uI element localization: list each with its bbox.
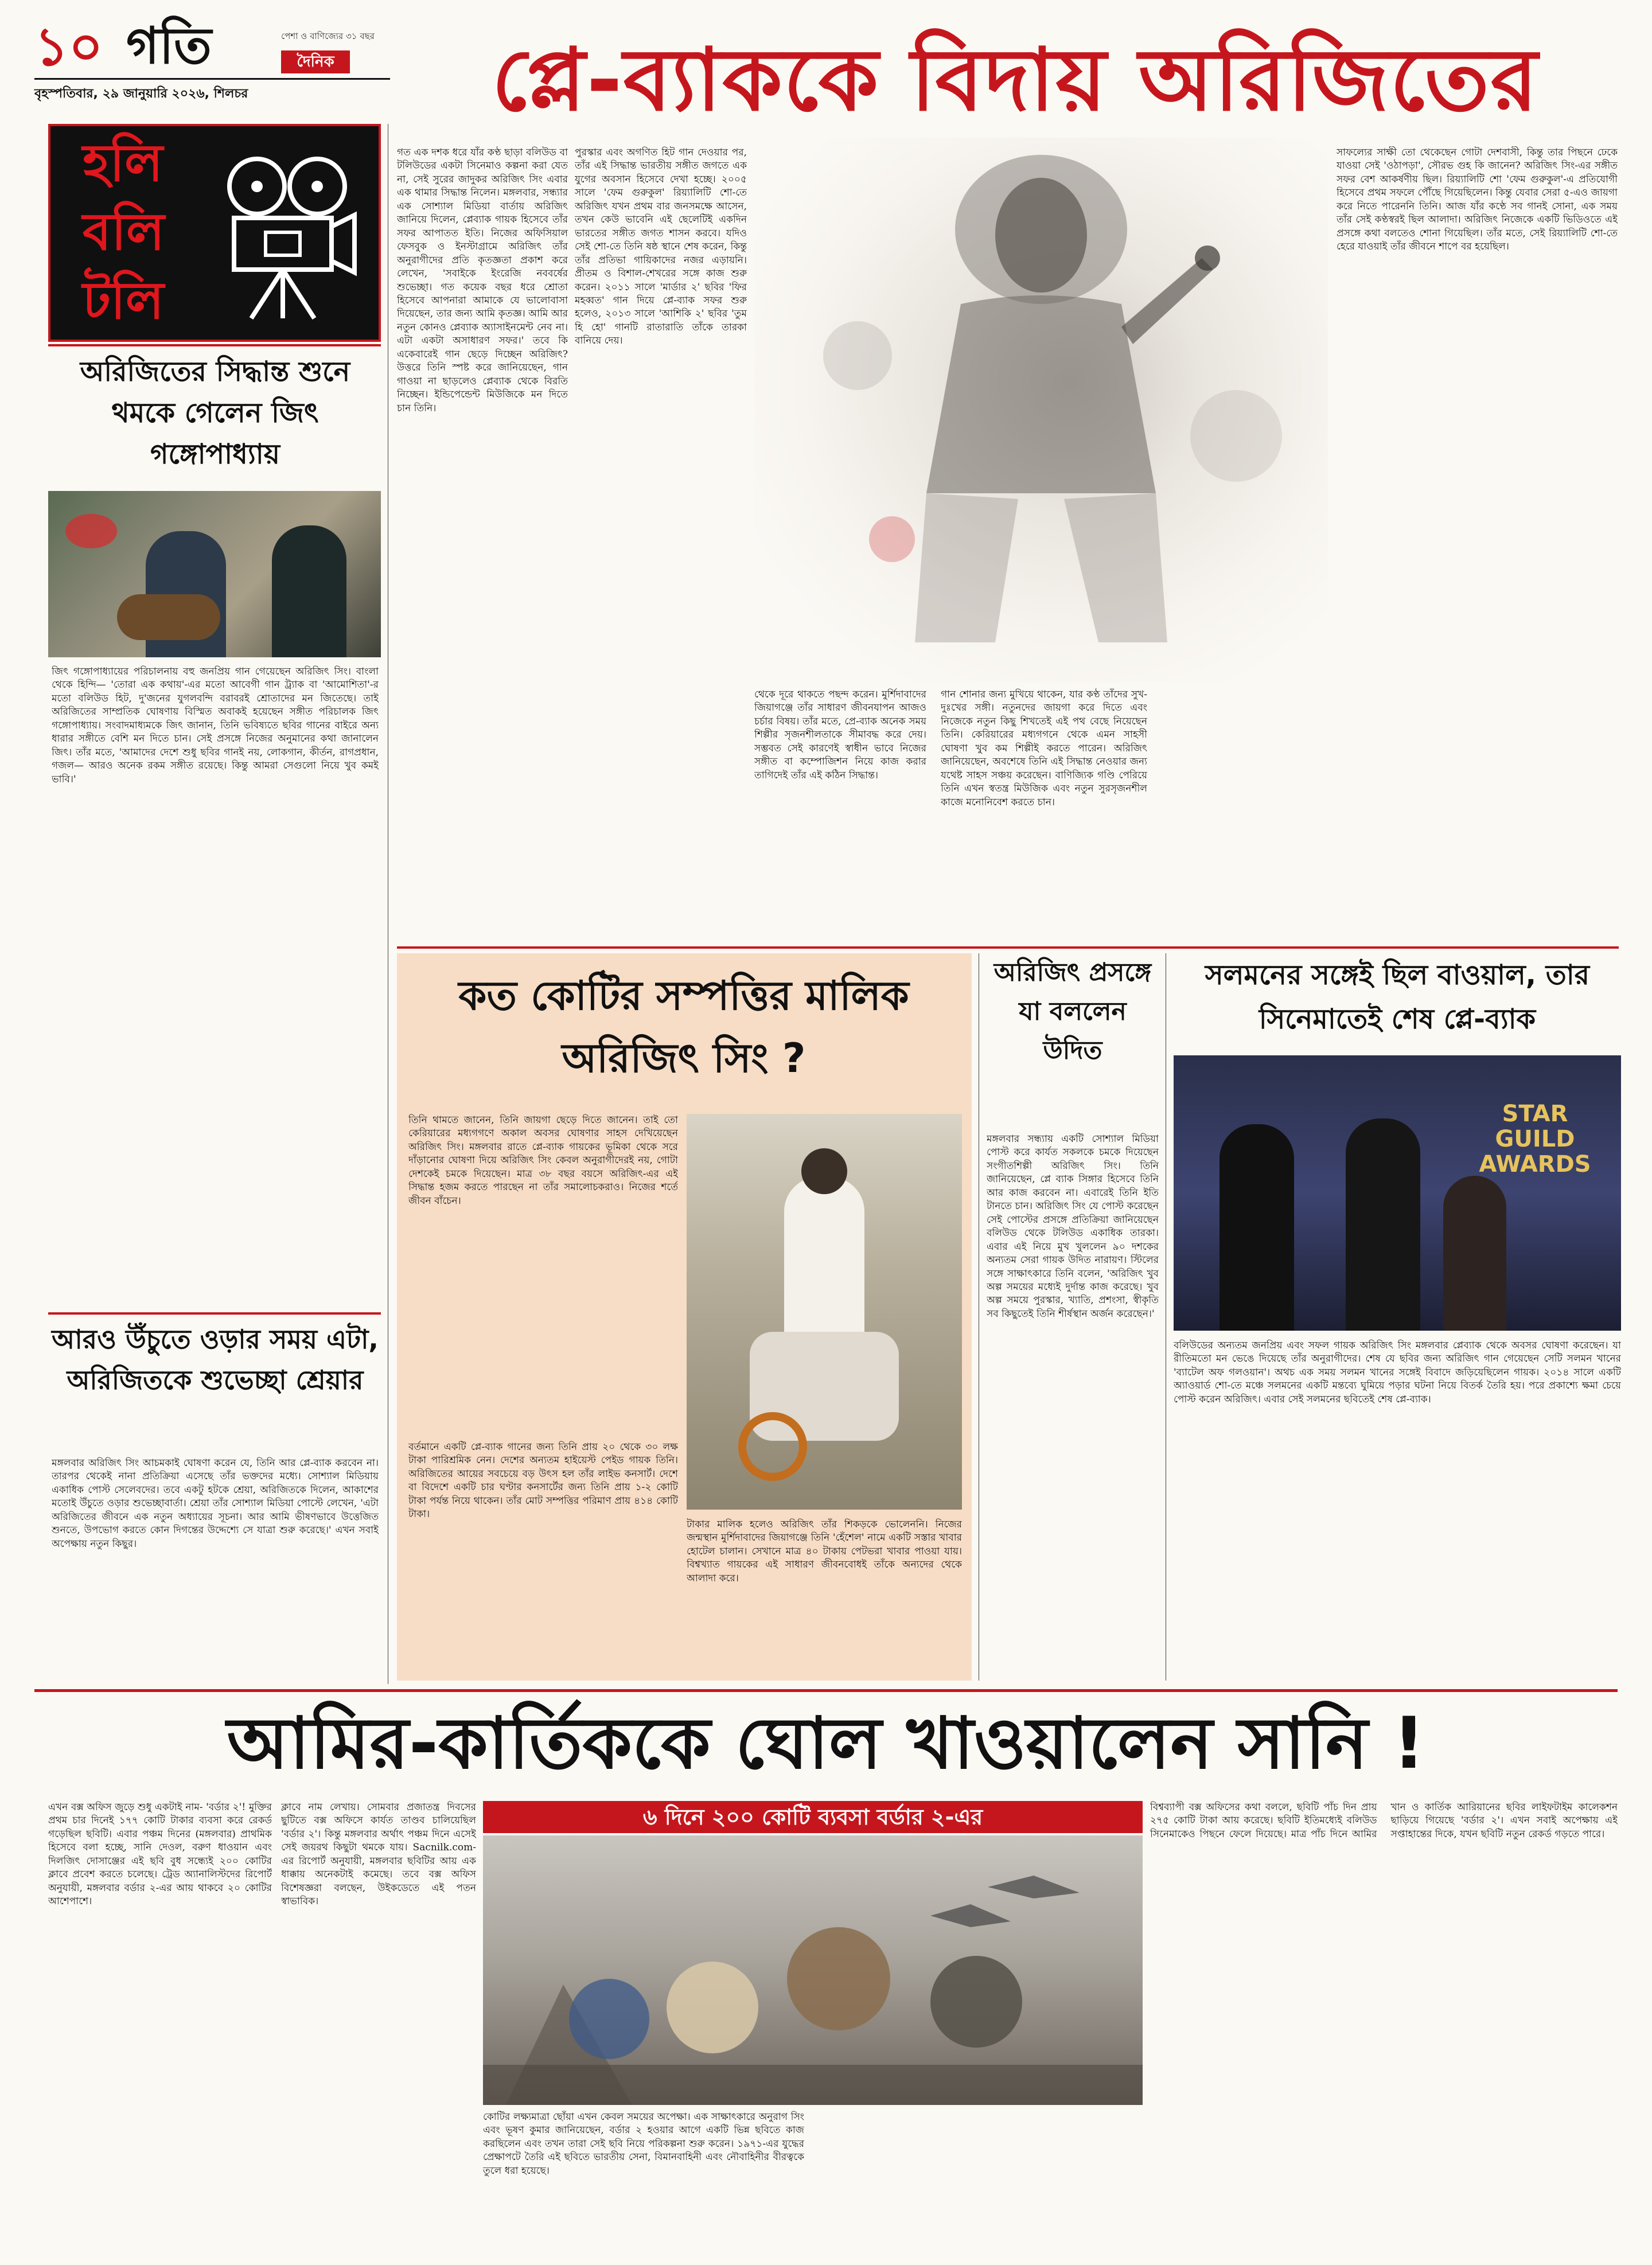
jeet-story-body: জিৎ গঙ্গোপাধ্যায়ের পরিচালনায় বহু জনপ্রিয় গান গেয়েছেন অরিজিৎ সিং। বাংলা থেকে হিন্দি— 'তোরা এক কথায়'-এর মতো আবেগী গান ট্র্যাক বা 'আমোশিতা'-র মতো বলিউড হিট, দু'জনের যুগলবন্দি বরাবরই শ্রোতাদের মন জিতেছে। তাই অরিজিতের সাম্প্রতিক ঘোষণায় বিস্মিত অবাকই হয়েছেন সঙ্গীত পরিচালক জিৎ গঙ্গোপাধ্যায়। সংবাদমাধ্যমকে জিৎ জানান, তিনি ভবিষ্যতে ছবির গানের বাইরে অন্য ধারার সঙ্গীতে বেশি মন দিতে চান। সেই প্রসঙ্গে নিজের অনুমানের কথা জানালেন জিৎ। তাঁর মতে, 'আমাদের দেশে শুধু ছবির গানই নয়, লোকগান, কীর্তন, রাগপ্রধান, গজল— আরও অনেক রকম সঙ্গীত রয়েছে। কিন্তু আমরা সেগুলো নিয়ে খুব কমই ভাবি।' [52,666,379,785]
wealth-box [397,953,972,1681]
divider [48,1312,381,1315]
dateline: বৃহস্পতিবার, ২৯ জানুয়ারি ২০২৬, শিলচর [34,87,248,101]
salman-headline: সলমনের সঙ্গেই ছিল বাওয়াল, তার সিনেমাতেই শেষ প্লে-ব্যাক [1205,959,1590,1035]
person-silhouette [1443,1176,1506,1331]
masthead-rule [34,78,390,80]
guitar-shape [117,594,220,640]
shreya-story-body: মঙ্গলবার অরিজিৎ সিং আচমকাই ঘোষণা করেন যে, তিনি আর প্লে-ব্যাক করবেন না। তারপর থেকেই নানা প্রতিক্রিয়া এসেছে তাঁর ভক্তদের মধ্যে। সোশ্যাল মিডিয়ায় একাধিক পোস্ট সেলেবদের। তবে একটু হটকে শ্রেয়া, অরিজিতকে দিলেন, আকাশের মতোই উঁচুতে ওড়ার শুভেচ্ছাবার্তা। শ্রেয়া তাঁর সোশ্যাল মিডিয়া পোস্টে লেখেন, 'এটা অরিজিতের জীবনে এক নতুন অধ্যায়ের সূচনা। আর আমি ভীষণভাবে উত্তেজিত শুনতে, উপভোগ করতে কোন দিগন্তের উদ্দেশ্যে সে যাত্রা শুরু করেছে।' এখন সবাই অপেক্ষায় নতুন কিছুর। [52,1457,379,1550]
section-logo-line1: হলি [83,133,163,193]
main-headline: প্লে-ব্যাককে বিদায় অরিজিতের [492,30,1539,130]
person-silhouette [272,525,346,657]
salman-arijit-photo [1174,1055,1621,1331]
udit-body: মঙ্গলবার সন্ধ্যায় একটি সোশ্যাল মিডিয়া পোস্ট করে কার্যত সকলকে চমকে দিয়েছেন সংগীতশিল্পী অরিজিৎ সিং। তিনি জানিয়েছেন, প্লে ব্যাক সিঙ্গার হিসেবে তিনি আর কাজ করবেন না। এবারেই তিনি ইতি টানতে চান। অরিজিৎ সিং যে পোস্ট করেছেন সেই পোস্টের প্রসঙ্গে প্রতিক্রিয়া জানিয়েছেন বলিউড থেকে টলিউড একাধিক তারকা। এবার এই নিয়ে মুখ খুললেন ৯০ দশকের অন্যতম সেরা গায়ক উদিত নারায়ণ। স্টিলের সঙ্গে সাক্ষাৎকারে তিনি বলেন, 'অরিজিৎ খুব অল্প সময়ের মধ্যেই দুর্দান্ত কাজ করেছে। খুব অল্প সময়ে পুরস্কার, খ্যাতি, প্রশংসা, স্বীকৃতি সব কিছুতেই তিনি শীর্ষস্থান অর্জন করেছেন।' [987,1133,1159,1320]
arijit-singer-artwork [754,138,1328,683]
border-2-poster [483,1835,1143,2105]
wealth-body-bottom: বর্তমানে একটি প্লে-ব্যাক গানের জন্য তিনি প্রায় ২০ থেকে ৩০ লক্ষ টাকা পারিশ্রমিক নেন। দেশের অন্যতম হাইয়েস্ট পেইড গায়ক তিনি। অরিজিতের আয়ের সবচেয়ে বড় উৎস হল তাঁর লাইভ কনসার্ট। দেশে বা বিদেশে একটি চার ঘণ্টার কনসার্টের জন্য তিনি প্রায় ১-২ কোটি টাকা পর্যন্ত নিয়ে থাকেন। তাঁর মোট সম্পত্তির পরিমাণ প্রায় ৪১৪ কোটি টাকা। [408,1441,678,1521]
paper-name: গতি [126,16,212,75]
masthead [34,16,390,107]
head-shape [801,1148,847,1194]
jeet-story-headline: অরিজিতের সিদ্ধান্ত শুনে থমকে গেলেন জিৎ গঙ্গোপাধ্যায় [80,356,350,470]
border-col4: বিশ্বব্যাপী বক্স অফিসের কথা বললে, ছবিটি পাঁচ দিন প্রায় ২৭৫ কোটি টাকা আয় করেছে। ছবিটি ইতিমধ্যেই বলিউড সিনেমাকেও পিছনে ফেলে দিয়েছে। মাত্র পাঁচ দিনে আমির খান ও কার্তিক আরিয়ানের ছবির লাইফটাইম কালেকশন ছাড়িয়ে গিয়েছে 'বর্ডার ২'। এখন সবাই অপেক্ষায় এই সপ্তাহান্তের দিকে, যখন ছবিটি নতুন রেকর্ড গড়তে পারে। [1150,1802,1618,1840]
main-story-col2: পুরস্কার এবং অগণিত হিট গান দেওয়ার পর, তাঁর এই সিদ্ধান্ত ভারতীয় সঙ্গীত জগতে এক যুগের অবসান হিসেবে দেখা হচ্ছে। ২০০৫ সালে 'ফেম গুরুকুল' রিয়্যালিটি শো-তে অরিজিৎ যখন প্রথম বার জনসমক্ষে আসেন, তখন কেউ ভাবেনি এই ছেলেটিই একদিন ভারতের সঙ্গীত জগত শাসন করবে। যদিও সেই শো-তে তিনি ষষ্ঠ স্থানে শেষ করেন, কিন্তু তাঁর প্রতিভা গায়িকাদের নজর এড়ায়নি। প্রীতম ও বিশাল-শেখরের সঙ্গে কাজ শুরু করেন। ২০১১ সালে 'মার্ডার ২' ছবির 'ফির মহব্বত' গান দিয়ে প্লে-ব্যাক সফর শুরু হলেও, ২০১৩ সালে 'আশিকি ২' ছবির 'তুম হি হো' গানটি রাতারাতি তাঁকে তারকা বানিয়ে দেয়। [575,147,747,347]
main-story-col4: গান শোনার জন্য মুখিয়ে থাকেন, যার কণ্ঠ তাঁদের সুখ-দুঃখের সঙ্গী। নতুনদের জায়গা করে দিতে এবং নিজেকে নতুন কিছু শিখতেই এই পথ বেছে নিয়েছেন তিনি। কেরিয়ারের মধ্যগগনে থেকে এমন সাহসী ঘোষণা খুব কম শিল্পীই করতে পারেন। অরিজিৎ জানিয়েছেন, অবশেষে তিনি এই সিদ্ধান্ত নেওয়ার জন্য যথেষ্ট সাহস সঞ্চয় করেছেন। বাণিজ্যিক গণ্ডি পেরিয়ে তিনি এখন স্বতন্ত্র মিউজিক এবং নতুন সুরসৃজনশীল কাজে মনোনিবেশ করতে চান। [941,689,1147,808]
border-col1: এখন বক্স অফিস জুড়ে শুধু একটাই নাম- 'বর্ডার ২'! মুক্তির প্রথম চার দিনেই ১৭৭ কোটি টাকার ব্যবসা করে রেকর্ড গড়েছিল ছবিটি। এবার পঞ্চম দিনের (মঙ্গলবার) প্রাথমিক হিসেবে বলা হচ্ছে, সানি দেওল, বরুণ ধাওয়ান এবং দিলজিৎ দোসাঞ্জের এই ছবি বুধ সন্ধ্যেই ২০০ কোটির ক্লাবে প্রবেশ করতে চলেছে। ট্রেড অ্যানালিস্টদের রিপোর্ট অনুযায়ী, মঙ্গলবার বর্ডার ২-এর আয় থাকবে ২০ কোটির আশেপাশে। [48,1802,272,1908]
section-divider [34,1689,1618,1692]
splash-artwork [754,138,1328,683]
salman-body: বলিউডের অন্যতম জনপ্রিয় এবং সফল গায়ক অরিজিৎ সিং মঙ্গলবার প্লেব্যাক থেকে অবসর ঘোষণা করেছেন। যা রীতিমতো মন ভেঙে দিয়েছে তাঁর অনুরাগীদের। শেষ যে ছবির জন্য অরিজিৎ গান গেয়েছেন সেটি সলমন খানের 'ব্যাটেল অফ গলওয়ান'। অথচ এক সময় সলমন খানের সঙ্গেই বিবাদে জড়িয়েছিলেন গায়ক। ২০১৪ সালে একটি অ্যাওয়ার্ড শো-তে মঞ্চে সলমনের একটি মন্তব্যে ঘুমিয়ে পড়ার ঘটনা নিয়ে বিতর্ক তৈরি হয়। পরে প্রকাশ্যে ক্ষমা চেয়ে পোস্ট করেন অরিজিৎ। এবার সেই সলমনের ছবিতেই শেষ প্লে-ব্যাক। [1174,1340,1621,1405]
person-silhouette [1346,1118,1420,1331]
person-silhouette [1219,1124,1294,1331]
main-story-col1: গত এক দশক ধরে যাঁর কণ্ঠ ছাড়া বলিউড বা টলিউডের একটা সিনেমাও কল্পনা করা যেত না, সেই সুরের জাদুকর অরিজিৎ সিং এবার এক থামার সিদ্ধান্ত নিলেন। মঙ্গলবার, সন্ধ্যার এক সোশ্যাল মিডিয়া বার্তায় অরিজিৎ জানিয়ে দিলেন, প্লেব্যাক গায়ক হিসেবে তাঁর সফর আপাতত ইতি। নিজের অফিসিয়াল ফেসবুক ও ইনস্টাগ্রামে অরিজিৎ তাঁর অনুরাগীদের প্রতি কৃতজ্ঞতা প্রকাশ করে লেখেন, 'সবাইকে ইংরেজি নববর্ষের শুভেচ্ছা। গত কয়েক বছর ধরে শ্রোতা হিসেবে আপনারা আমাকে যে ভালোবাসা দিয়েছেন, তার জন্য আমি কৃতজ্ঞ। আমি আর নতুন কোনও প্লেব্যাক অ্যাসাইনমেন্ট নেব না। এটা একটা অসাধারণ সফর।' তবে কি একেবারেই গান ছেড়ে দিচ্ছেন অরিজিৎ? উত্তরে তিনি স্পষ্ট করে জানিয়েছেন, গান গাওয়া না ছাড়লেও প্লেব্যাক থেকে বিরতি নিচ্ছেন। ইন্ডিপেন্ডেন্ট মিউজিকে মন দিতে চান তিনি। [397,147,568,414]
page-number: ১০ [34,16,103,77]
arijit-scooter-photo [687,1114,962,1510]
masthead-tagline: পেশা ও বাণিজ্যের ৩১ বছর [281,31,375,41]
poster-art [483,1835,1143,2105]
border-col2: ক্লাবে নাম লেখায়। সোমবার প্রজাতন্ত্র দিবসের ছুটিতে বক্স অফিসে কার্যত তাণ্ডব চালিয়েছিল 'বর্ডার ২'। কিন্তু মঙ্গলবার অর্থাৎ পঞ্চম দিনে এসেই সেই জয়রথ কিছুটা থমকে যায়। Sacnilk.com-এর রিপোর্ট অনুযায়ী, মঙ্গলবার ছবিটির আয় এক ধাক্কায় অনেকটাই কমেছে। তবে বক্স অফিস বিশেষজ্ঞরা বলছেন, উইকডেতে এই পতন স্বাভাবিক। [281,1802,476,1908]
wealth-body-right: টাকার মালিক হলেও অরিজিৎ তাঁর শিকড়কে ভোলেননি। নিজের জন্মস্থান মুর্শিদাবাদের জিয়াগঞ্জে তিনি 'হেঁশেল' নামে একটি সস্তার খাবার হোটেল চালান। সেখানে মাত্র ৪০ টাকায় পেটভরা খাবার পাওয়া যায়। বিশ্বখ্যাত গায়কের এই সাধারণ জীবনবোধই তাঁকে অন্যদের থেকে আলাদা করে। [687,1519,962,1584]
main-story-col3: থেকে দূরে থাকতে পছন্দ করেন। মুর্শিদাবাদের জিয়াগঞ্জে তাঁর সাধারণ জীবনযাপন আজও চর্চার বিষয়। তাঁর মতে, প্রে-ব্যাক অনেক সময় শিল্পীর সৃজনশীলতাকে সীমাবদ্ধ করে দেয়। সম্ভবত সেই কারণেই স্বাধীন ভাবে নিজের সঙ্গীত বা কম্পোজিশন নিয়ে কাজ করার তাগিদেই তাঁর এই কঠিন সিদ্ধান্ত। [754,689,926,781]
section-logo [48,124,381,342]
stage-sign: STAR GUILD AWARDS [1479,1101,1591,1178]
person-silhouette [784,1177,864,1349]
divider [48,344,381,346]
wealth-body-top: তিনি থামতে জানেন, তিনি জায়গা ছেড়ে দিতে জানেন। তাই তো কেরিয়ারের মধ্যগগণে অকাল অবসর ঘোষণার সাহস দেখিয়েছেন অরিজিৎ সিং। মঙ্গলবার রাতে প্লে-ব্যাক গায়কের ভূমিকা থেকে সরে দাঁড়ানোর ঘোষণা দিয়ে অরিজিৎ সিং কেবল অনুরাগীদেরই নয়, গোটা দেশকেই চমকে দিয়েছেন। মাত্র ৩৮ বছর বয়সে অরিজিৎ-এর এই সিদ্ধান্ত হজম করতে পারছেন না তাঁর সমালোচকরাও। নিজের শর্তে জীবন বাঁচেন। [408,1114,678,1207]
edition-badge: দৈনিক [281,50,350,73]
shreya-story-headline: আরও উঁচুতে ওড়ার সময় এটা, অরিজিতকে শুভেচ্ছা শ্রেয়ার [52,1324,379,1396]
section-divider [397,946,1619,949]
film-camera-icon [211,155,360,321]
udit-headline: অরিজিৎ প্রসঙ্গে যা বললেন উদিত [993,958,1152,1066]
border-banner: ৬ দিনে ২০০ কোটি ব্যবসা বর্ডার ২-এর [483,1801,1143,1833]
main-story-col5: সাফল্যের সাক্ষী তো থেকেছেন গোটা দেশবাসী, কিন্তু তার পিছনে ঢেকে যাওয়া সেই 'ওঠাপড়া', সৌরভ গুহ কি জানেন? অরিজিৎ সিং-এর সঙ্গীত সফর বেশ আকর্ষণীয় ছিল। রিয়্যালিটি শো 'ফেম গুরুকুল'-এ প্রতিযোগী হিসেবে প্রথম সফলে পৌঁছে গিয়েছিলেন। কিন্তু যেবার সেরা ৫-এও জায়গা করে নিতে পারেননি তিনি। আজ যাঁর কণ্ঠে সব গানই সোনা, এক সময় তাঁর সেই কণ্ঠস্বরই ছিল আলাদা। অরিজিৎ নিজেকে একটি ভিডিওতে এই প্রসঙ্গে কথা বলতেও শোনা গিয়েছিল। তাঁর মতে, সেই রিয়্যালিটি শো-তে হেরে যাওয়াই তাঁর জীবনে শাপে বর হয়েছিল। [1337,147,1618,253]
wealth-headline: কত কোটির সম্পত্তির মালিক অরিজিৎ সিং ? [458,972,909,1082]
love-sign [65,514,117,548]
border-col3: কোটির লক্ষ্যমাত্রা ছোঁয়া এখন কেবল সময়ের অপেক্ষা। এক সাক্ষাৎকারে অনুরাগ সিং এবং ভূষণ কুমার জানিয়েছেন, বর্ডার ২ হওয়ার আগে একটি ভিন্ন ছবিতে কাজ করছিলেন এবং তখন তারা সেই ছবি নিয়ে পরিকল্পনা শুরু করেন। ১৯৭১-এর যুদ্ধের প্রেক্ষাপটে তৈরি এই ছবিতে ভারতীয় সেনা, বিমানবাহিনী এবং নৌবাহিনীর বীরত্বকে তুলে ধরা হয়েছে। [483,2111,804,2177]
border-headline: আমির-কার্তিককে ঘোল খাওয়ালেন সানি ! [227,1702,1425,1785]
scooter-wheel [738,1412,807,1481]
jeet-arijit-photo [48,491,381,657]
section-logo-line3: টলি [83,271,164,331]
section-logo-line2: বলি [83,202,165,262]
